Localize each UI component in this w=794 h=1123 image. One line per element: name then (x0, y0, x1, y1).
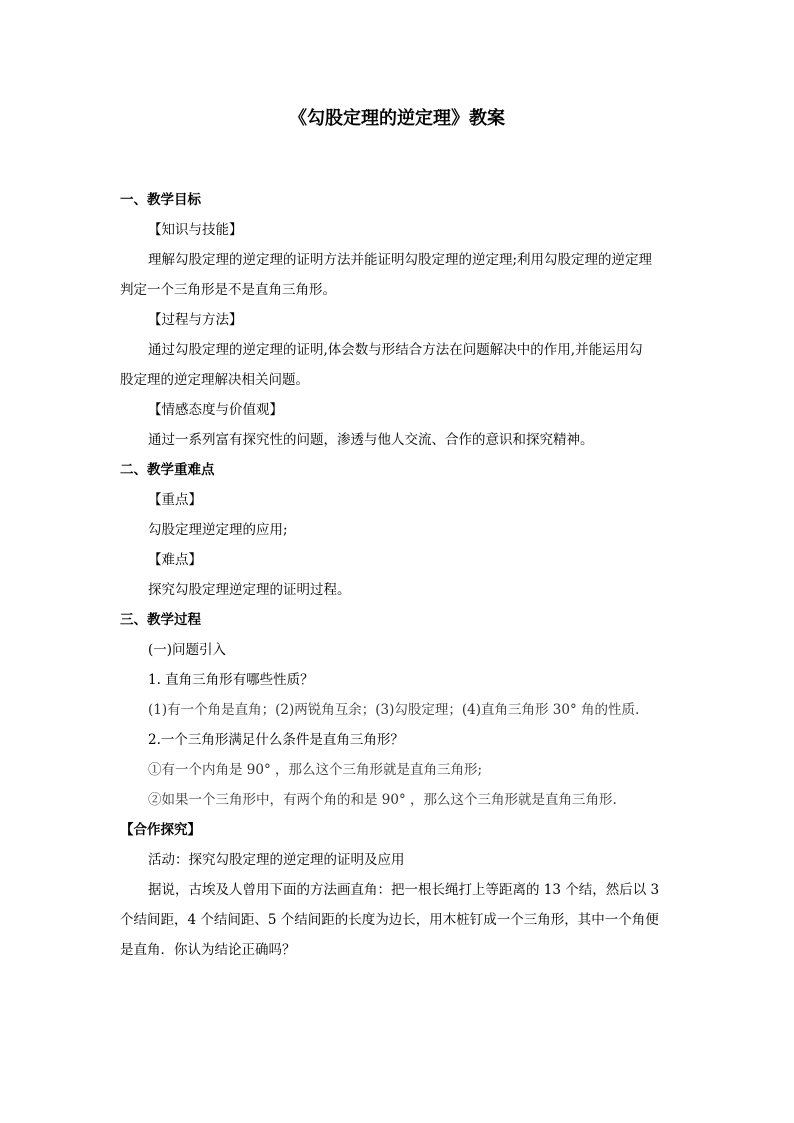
paragraph-line: 通过勾股定理的逆定理的证明,体会数与形结合方法在问题解决中的作用,并能运用勾 (148, 342, 643, 358)
paragraph-line: 理解勾股定理的逆定理的证明方法并能证明勾股定理的逆定理;利用勾股定理的逆定理 (148, 252, 653, 268)
subheading-process: 【过程与方法】 (148, 312, 243, 328)
activity-line: 活动：探究勾股定理的逆定理的证明及应用 (148, 852, 405, 868)
section-heading-key-points: 二、教学重难点 (120, 462, 215, 478)
subheading-key: 【重点】 (148, 492, 202, 508)
question-2: 2.一个三角形满足什么条件是直角三角形？ (148, 732, 404, 748)
section-heading-objectives: 一、教学目标 (120, 192, 201, 208)
section-heading-process: 三、教学过程 (120, 612, 201, 628)
subheading-intro: (一)问题引入 (148, 642, 227, 658)
subheading-emotion: 【情感态度与价值观】 (148, 402, 283, 418)
section-heading-cooperation: 【合作探究】 (120, 822, 201, 838)
paragraph-line: 勾股定理逆定理的应用; (148, 522, 288, 538)
paragraph-line: 股定理的逆定理解决相关问题。 (120, 372, 309, 388)
paragraph-line: 个结间距，4 个结间距、5 个结间距的长度为边长，用木桩钉成一个三角形，其中一个角便 (120, 912, 659, 928)
answer-1: (1)有一个角是直角；(2)两锐角互余；(3)勾股定理；(4)直角三角形 30° 角的性质. (148, 702, 640, 718)
answer-2b: ②如果一个三角形中，有两个角的和是 90° ，那么这个三角形就是直角三角形. (148, 792, 617, 808)
subheading-difficult: 【难点】 (148, 552, 202, 568)
answer-2a: ①有一个内角是 90° ，那么这个三角形就是直角三角形; (148, 762, 483, 778)
paragraph-line: 据说，古埃及人曾用下面的方法画直角：把一根长绳打上等距离的 13 个结，然后以 3 (148, 882, 660, 898)
paragraph-line: 是直角．你认为结论正确吗？ (120, 942, 296, 958)
paragraph-line: 探究勾股定理逆定理的证明过程。 (148, 582, 351, 598)
question-1: 1. 直角三角形有哪些性质？ (148, 672, 314, 688)
document-title: 《勾股定理的逆定理》教案 (289, 108, 505, 129)
paragraph-line: 通过一系列富有探究性的问题，渗透与他人交流、合作的意识和探究精神。 (148, 432, 594, 448)
paragraph-line: 判定一个三角形是不是直角三角形。 (120, 282, 336, 298)
subheading-knowledge: 【知识与技能】 (148, 222, 243, 238)
